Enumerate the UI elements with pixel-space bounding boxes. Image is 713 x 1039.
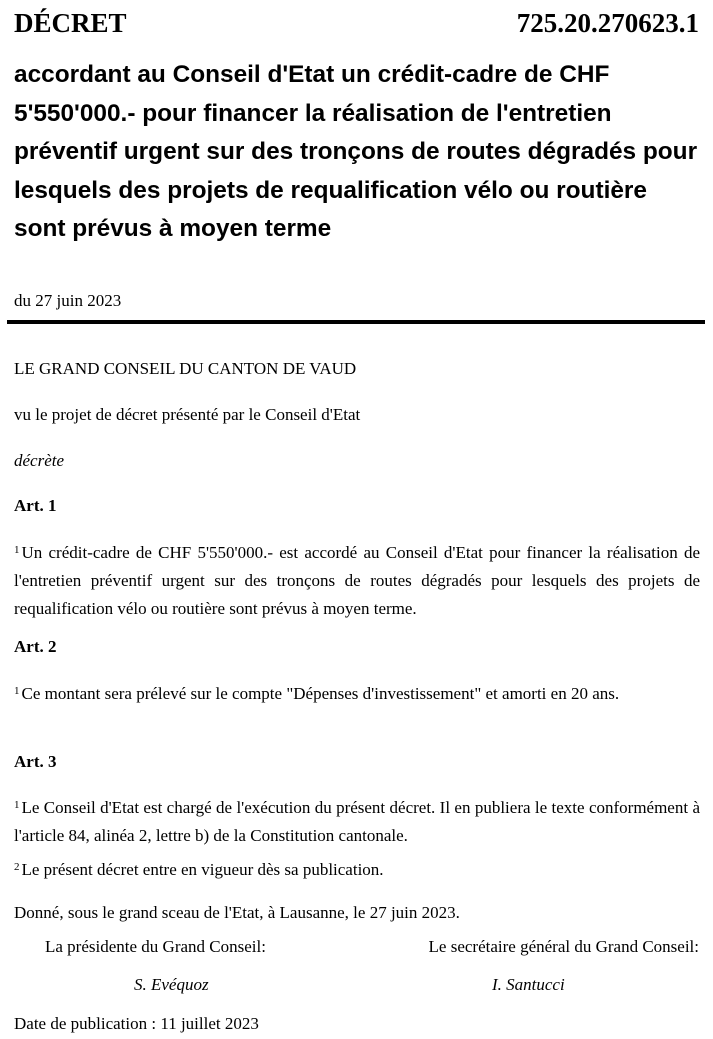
president-role: La présidente du Grand Conseil: <box>45 937 266 956</box>
decrees-line: décrète <box>14 451 65 470</box>
paragraph-number: 2 <box>14 861 20 873</box>
paragraph-number: 1 <box>14 544 20 556</box>
publication-date: Date de publication : 11 juillet 2023 <box>14 1014 259 1033</box>
document-reference: 725.20.270623.1 <box>516 8 699 38</box>
president-signature: S. Evéquoz <box>134 975 209 994</box>
decree-date: du 27 juin 2023 <box>14 291 122 310</box>
article-2-paragraph-1 <box>14 677 700 708</box>
article-3-paragraph-1 <box>14 791 700 850</box>
paragraph-text: Le Conseil d'Etat est chargé de l'exécution du présent décret. Il en publiera le texte conformément à l'article 84, alinéa 2, lettre b) de la Constitution cantonale. <box>14 798 700 845</box>
paragraph-text: Le présent décret entre en vigueur dès sa publication. <box>21 860 384 879</box>
document-type: DÉCRET <box>14 8 127 38</box>
paragraph-text: Un crédit-cadre de CHF 5'550'000.- est accordé au Conseil d'Etat pour financer la réalisation de l'entretien préventif urgent sur des tronçons de routes dégradés pour lesquels des projets de requalification vélo ou routière sont prévus à moyen terme. <box>14 543 700 618</box>
considering-line: vu le projet de décret présenté par le Conseil d'Etat <box>14 405 361 424</box>
secretary-role: Le secrétaire général du Grand Conseil: <box>428 937 699 956</box>
paragraph-text: Ce montant sera prélevé sur le compte "Dépenses d'investissement" et amorti en 20 ans. <box>21 684 620 703</box>
article-3-paragraph-2 <box>14 853 700 884</box>
decree-title: accordant au Conseil d'Etat un crédit-cadre de CHF 5'550'000.- pour financer la réalisation de l'entretien préventif urgent sur des tronçons de routes dégradés pour lesquels des projets de requalification vélo ou routière sont prévus à moyen terme <box>14 61 698 242</box>
authority-line: LE GRAND CONSEIL DU CANTON DE VAUD <box>14 359 357 378</box>
article-3-heading: Art. 3 <box>14 752 57 771</box>
article-1-heading: Art. 1 <box>14 496 57 515</box>
paragraph-number: 1 <box>14 685 20 697</box>
given-line: Donné, sous le grand sceau de l'Etat, à Lausanne, le 27 juin 2023. <box>14 903 460 922</box>
secretary-signature: I. Santucci <box>492 975 565 994</box>
paragraph-number: 1 <box>14 799 20 811</box>
header-divider <box>7 320 705 324</box>
article-1-paragraph-1 <box>14 536 700 623</box>
article-2-heading: Art. 2 <box>14 637 57 656</box>
